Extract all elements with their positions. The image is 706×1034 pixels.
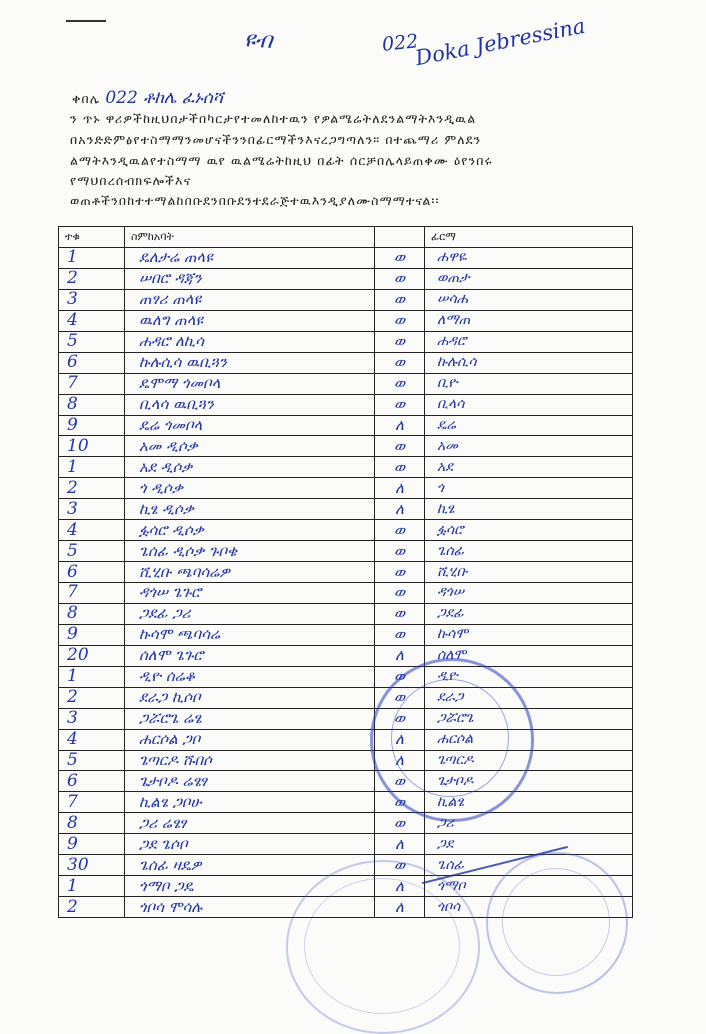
row-sex: ወ [375,541,425,562]
row-signature: ጌጣርዶ [425,750,633,771]
row-signature: ለማጠ [425,310,633,331]
row-number: 3 [59,708,125,729]
table-row [59,624,633,645]
row-number: 2 [59,687,125,708]
handwritten-place-name: Doka Jebressina [413,13,588,71]
row-name: ሠበሮ ዳጃን [125,268,375,289]
table-row [59,792,633,813]
header-name: ስምከአባት [125,227,375,248]
row-number: 2 [59,268,125,289]
row-signature: ጋደ [425,834,633,855]
row-signature: ጎማቦ [425,876,633,897]
table-row [59,457,633,478]
table-row [59,373,633,394]
table-row [59,583,633,604]
table-row [59,603,633,624]
row-name: ጌታቦዶ ሬፄፃ [125,771,375,792]
row-signature: ጌታቦዶ [425,771,633,792]
intro-line-5: የማህበረሰብክፍሎችእና [70,173,192,188]
row-signature: ዳጎሠ [425,583,633,604]
table-row [59,352,633,373]
row-signature: ጌሰፊ [425,855,633,876]
row-name: ዴለታሬ ጠላዩ [125,248,375,269]
row-number: 8 [59,603,125,624]
row-number: 9 [59,834,125,855]
row-sex: ለ [375,645,425,666]
table-row [59,708,633,729]
row-name: ጌሰፊ ዛዴዎ [125,855,375,876]
row-number: 2 [59,897,125,918]
table-row [59,813,633,834]
row-sex: ወ [375,394,425,415]
table-body [59,248,633,918]
row-name: ኪፄ ዲሶቃ [125,499,375,520]
row-name: ጋደ ጌሶቦ [125,834,375,855]
row-number: 5 [59,750,125,771]
row-name: ኩሳሞ ጫባሳሬ [125,624,375,645]
row-signature: ጎ [425,478,633,499]
row-number: 4 [59,310,125,331]
row-signature: ጋደፊ [425,603,633,624]
row-name: ፏሳሮ ዲሶቃ [125,520,375,541]
row-sex: ወ [375,855,425,876]
intro-line-1 [72,88,223,108]
row-name: ኪልፄ ጋቦሁ [125,792,375,813]
row-name: ጎማቦ ጋዴ [125,876,375,897]
row-name: ጋሪ ሬፄፃ [125,813,375,834]
table-row [59,729,633,750]
row-signature: ሰለሞ [425,645,633,666]
row-number: 8 [59,394,125,415]
row-name: ሐዳሮ ለኪሳ [125,331,375,352]
intro-line-4: ልማትእንዲዉልየተስማማ ዉየ ዉልሜሬትከዚህ በፊት ሰርቻበሌላይጠቀሙ ዕየንበሩ [70,153,493,168]
row-signature: ሐርሶል [425,729,633,750]
row-sex: ለ [375,415,425,436]
row-sex: ወ [375,331,425,352]
row-sex: ወ [375,687,425,708]
row-sex: ለ [375,499,425,520]
row-sex: ወ [375,624,425,645]
row-signature: ኪልፄ [425,792,633,813]
row-sex: ለ [375,876,425,897]
row-signature: ጌሰፊ [425,541,633,562]
row-name: ደራጋ ኪሶቦ [125,687,375,708]
row-signature: ኪፄ [425,499,633,520]
row-signature: ሠሳሐ [425,289,633,310]
row-signature: ሐዋዬ [425,248,633,269]
row-name: ዳጎሠ ጌጉሮ [125,583,375,604]
row-name: አመ ዲሶቃ [125,436,375,457]
row-signature: ኩሉሲሳ [425,352,633,373]
row-sex: ወ [375,520,425,541]
row-number: 7 [59,583,125,604]
row-name: ዴሞማ ጎመቦላ [125,373,375,394]
row-name: ጌሰፊ ዲሶቃ ጉቦቄ [125,541,375,562]
row-name: ዉለግ ጠላዩ [125,310,375,331]
row-name: ኩሉሲሳ ዉቢጓን [125,352,375,373]
row-signature: ቢዮ [425,373,633,394]
kebele-handwritten-fill: 022 ቶከሌ ፈኑሰሻ [105,88,224,108]
table-row [59,415,633,436]
row-number: 4 [59,520,125,541]
row-number: 8 [59,813,125,834]
row-name: ዲዮ ሰሬቆ [125,666,375,687]
table-row [59,750,633,771]
table-row [59,645,633,666]
row-name: ሐርሶል ጋቦ [125,729,375,750]
table-row [59,771,633,792]
row-name: ጋደፊ ጋሪ [125,603,375,624]
corner-dash [66,20,106,22]
row-name: ቢላሳ ዉቢጓን [125,394,375,415]
row-signature: ኩሳሞ [425,624,633,645]
row-number: 1 [59,248,125,269]
row-signature: ዴሬ [425,415,633,436]
row-number: 5 [59,541,125,562]
intro-line-2: ን ጥኑ ዋሪዎችከዚህበታችበካርታየተመለከተዉን የዎልሜሬትለደንልማትእንዲዉል [70,111,477,126]
row-sex: ወ [375,708,425,729]
row-signature: ጎቦሳ [425,897,633,918]
row-sex: ለ [375,834,425,855]
row-number: 3 [59,289,125,310]
row-number: 6 [59,352,125,373]
table-row [59,666,633,687]
row-number: 6 [59,771,125,792]
row-number: 7 [59,792,125,813]
table-row [59,331,633,352]
table-row [59,562,633,583]
header-sex [375,227,425,248]
row-sex: ለ [375,750,425,771]
intro-line-6: ወጠቶችንበከተተማልከበቡደንበቡደንተደራጅተዉእንዲያለሙስማማተናል፡፡ [70,193,440,208]
row-signature: ሺሂቡ [425,562,633,583]
table-header-row [59,227,633,248]
row-signature: ጋሯሮጌ [425,708,633,729]
row-name: ሰለሞ ጌጉሮ [125,645,375,666]
row-sex: ወ [375,771,425,792]
row-number: 1 [59,457,125,478]
row-name: አደ ዲሶቃ [125,457,375,478]
row-sex: ወ [375,457,425,478]
row-number: 4 [59,729,125,750]
row-name: ጋሯሮጌ ሬፄ [125,708,375,729]
row-number: 30 [59,855,125,876]
table-row [59,876,633,897]
row-sex: ወ [375,792,425,813]
row-signature: አደ [425,457,633,478]
row-sex: ወ [375,436,425,457]
handwritten-title: ዩብ [243,27,274,54]
row-number: 1 [59,876,125,897]
row-number: 9 [59,415,125,436]
table-row [59,855,633,876]
row-signature: ጋሪ [425,813,633,834]
row-name: ጎቦሳ ሞሳሉ [125,897,375,918]
row-name: ጎ ዲሶቃ [125,478,375,499]
row-sex: ወ [375,248,425,269]
row-sex: ለ [375,897,425,918]
table-row [59,289,633,310]
row-number: 1 [59,666,125,687]
row-number: 3 [59,499,125,520]
row-sex: ወ [375,310,425,331]
table-row [59,897,633,918]
row-signature: አመ [425,436,633,457]
row-name: ዴሬ ጎመቦላ [125,415,375,436]
table-row [59,541,633,562]
row-sex: ወ [375,583,425,604]
intro-line-3: በአንድድምፅየተስማማንመሆናችንንበፊርማችንእናረጋግጣለን። በተጨማሪ ምለደን [70,132,482,147]
row-sex: ወ [375,352,425,373]
row-sex: ወ [375,289,425,310]
row-sex: ወ [375,813,425,834]
row-signature: ሐዳሮ [425,331,633,352]
table-row [59,248,633,269]
row-number: 5 [59,331,125,352]
row-number: 7 [59,373,125,394]
header-signature: ፊርማ [425,227,633,248]
row-signature: ዲዮ [425,666,633,687]
row-name: ጠፃሪ ጠላዩ [125,289,375,310]
row-number: 2 [59,478,125,499]
table-row [59,310,633,331]
signatory-table [58,226,633,918]
table-row [59,499,633,520]
table-row [59,520,633,541]
row-signature: ፏሳሮ [425,520,633,541]
row-signature: ቢላሳ [425,394,633,415]
table-row [59,436,633,457]
table-row [59,478,633,499]
row-signature: ወጠታ [425,268,633,289]
row-signature: ደራጋ [425,687,633,708]
row-sex: ለ [375,478,425,499]
row-sex: ወ [375,666,425,687]
row-number: 9 [59,624,125,645]
row-number: 20 [59,645,125,666]
handwritten-kebele-number: 022 [380,30,420,56]
table-row [59,268,633,289]
row-number: 10 [59,436,125,457]
row-sex: ወ [375,373,425,394]
row-sex: ወ [375,562,425,583]
header-number: ተቁ [59,227,125,248]
row-name: ጌጣርዶ ሹበሶ [125,750,375,771]
row-sex: ለ [375,729,425,750]
row-number: 6 [59,562,125,583]
row-sex: ወ [375,603,425,624]
table-row [59,394,633,415]
kebele-label: ቀበሌ [72,91,101,106]
row-sex: ወ [375,268,425,289]
row-name: ሺሂቡ ጫባሳሬዎ [125,562,375,583]
table-row [59,687,633,708]
